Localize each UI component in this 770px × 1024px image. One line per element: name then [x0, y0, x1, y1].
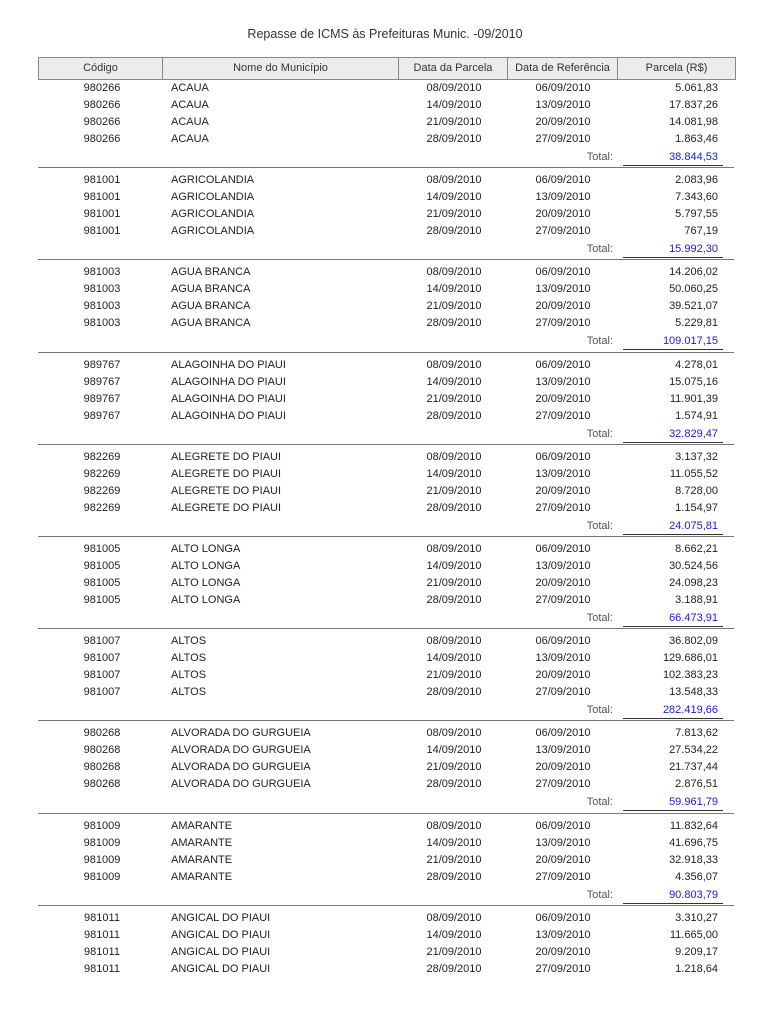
- data-parcela-cell: 28/09/2010: [426, 410, 482, 422]
- data-referencia-cell: 06/09/2010: [535, 727, 591, 739]
- total-label: Total:: [586, 335, 613, 347]
- table-row: [0, 172, 770, 189]
- table-row: [0, 650, 770, 667]
- codigo-cell: 981007: [83, 635, 121, 647]
- municipio-cell: ALTOS: [171, 652, 207, 664]
- data-parcela-cell: 08/09/2010: [426, 727, 482, 739]
- table-row: [0, 944, 770, 961]
- municipio-cell: ALAGOINHA DO PIAUI: [171, 359, 286, 371]
- column-header-parcela: Parcela (R$): [645, 62, 708, 74]
- parcela-cell: 5.797,55: [675, 208, 718, 220]
- codigo-cell: 981009: [83, 871, 121, 883]
- table-header: [38, 57, 736, 80]
- data-parcela-cell: 28/09/2010: [426, 502, 482, 514]
- data-parcela-cell: 08/09/2010: [426, 635, 482, 647]
- data-parcela-cell: 14/09/2010: [426, 560, 482, 572]
- data-referencia-cell: 27/09/2010: [535, 778, 591, 790]
- total-amount: 109.017,15: [662, 335, 718, 347]
- total-label: Total:: [586, 151, 613, 163]
- table-row: [0, 667, 770, 684]
- codigo-cell: 989767: [83, 410, 121, 422]
- total-amount: 38.844,53: [669, 151, 718, 163]
- table-row: [0, 961, 770, 978]
- codigo-cell: 981001: [83, 208, 121, 220]
- codigo-cell: 981003: [83, 300, 121, 312]
- data-referencia-cell: 06/09/2010: [535, 543, 591, 555]
- data-parcela-cell: 08/09/2010: [426, 266, 482, 278]
- municipio-cell: AGRICOLANDIA: [171, 225, 255, 237]
- total-amount: 90.803,79: [669, 889, 718, 901]
- municipio-cell: ALTO LONGA: [171, 577, 241, 589]
- group-separator: [38, 444, 734, 445]
- total-label: Total:: [586, 889, 613, 901]
- parcela-cell: 2.876,51: [675, 778, 718, 790]
- data-referencia-cell: 13/09/2010: [535, 283, 591, 295]
- data-referencia-cell: 27/09/2010: [535, 594, 591, 606]
- data-parcela-cell: 28/09/2010: [426, 778, 482, 790]
- data-referencia-cell: 27/09/2010: [535, 871, 591, 883]
- table-row: [0, 818, 770, 835]
- data-referencia-cell: 13/09/2010: [535, 99, 591, 111]
- data-parcela-cell: 14/09/2010: [426, 99, 482, 111]
- codigo-cell: 982269: [83, 451, 121, 463]
- column-header-data-referencia: Data de Referência: [508, 58, 618, 79]
- table-row: [0, 298, 770, 315]
- table-row: [0, 206, 770, 223]
- data-parcela-cell: 28/09/2010: [426, 225, 482, 237]
- parcela-cell: 39.521,07: [669, 300, 718, 312]
- codigo-cell: 989767: [83, 393, 121, 405]
- municipio-cell: ALEGRETE DO PIAUI: [171, 468, 282, 480]
- data-parcela-cell: 21/09/2010: [426, 577, 482, 589]
- parcela-cell: 3.310,27: [675, 912, 718, 924]
- data-referencia-cell: 27/09/2010: [535, 225, 591, 237]
- group-separator: [38, 905, 734, 906]
- data-referencia-cell: 06/09/2010: [535, 266, 591, 278]
- group-separator: [38, 536, 734, 537]
- data-referencia-cell: 13/09/2010: [535, 191, 591, 203]
- codigo-cell: 980266: [83, 99, 121, 111]
- municipio-cell: ALTO LONGA: [171, 594, 241, 606]
- parcela-cell: 8.662,21: [675, 543, 718, 555]
- municipio-cell: ALAGOINHA DO PIAUI: [171, 376, 286, 388]
- parcela-cell: 17.837,26: [669, 99, 718, 111]
- data-referencia-cell: 06/09/2010: [535, 451, 591, 463]
- data-referencia-cell: 20/09/2010: [535, 485, 591, 497]
- table-row: [0, 189, 770, 206]
- data-parcela-cell: 28/09/2010: [426, 686, 482, 698]
- data-parcela-cell: 14/09/2010: [426, 376, 482, 388]
- codigo-cell: 989767: [83, 376, 121, 388]
- table-row: [0, 910, 770, 927]
- municipio-cell: ANGICAL DO PIAUI: [171, 963, 271, 975]
- municipio-cell: AGUA BRANCA: [171, 283, 251, 295]
- total-amount: 282.419,66: [662, 704, 718, 716]
- codigo-cell: 981005: [83, 577, 121, 589]
- municipio-cell: AGUA BRANCA: [171, 266, 251, 278]
- municipio-cell: ALAGOINHA DO PIAUI: [171, 410, 286, 422]
- group-separator: [38, 813, 734, 814]
- parcela-cell: 1.218,64: [675, 963, 718, 975]
- codigo-cell: 980268: [83, 778, 121, 790]
- codigo-cell: 980266: [83, 133, 121, 145]
- data-referencia-cell: 13/09/2010: [535, 376, 591, 388]
- parcela-cell: 30.524,56: [669, 560, 718, 572]
- data-referencia-cell: 20/09/2010: [535, 577, 591, 589]
- municipio-cell: ALTOS: [171, 669, 207, 681]
- group-separator: [38, 352, 734, 353]
- parcela-cell: 9.209,17: [675, 946, 718, 958]
- parcela-cell: 36.802,09: [669, 635, 718, 647]
- table-row: [0, 114, 770, 131]
- municipio-cell: AMARANTE: [171, 854, 233, 866]
- data-referencia-cell: 20/09/2010: [535, 854, 591, 866]
- parcela-cell: 14.206,02: [669, 266, 718, 278]
- data-parcela-cell: 21/09/2010: [426, 116, 482, 128]
- parcela-cell: 11.665,00: [669, 929, 718, 941]
- data-parcela-cell: 14/09/2010: [426, 744, 482, 756]
- parcela-cell: 41.696,75: [669, 837, 718, 849]
- data-referencia-cell: 27/09/2010: [535, 963, 591, 975]
- parcela-cell: 5.229,81: [675, 317, 718, 329]
- data-referencia-cell: 20/09/2010: [535, 946, 591, 958]
- table-row: [0, 264, 770, 281]
- data-referencia-cell: 27/09/2010: [535, 686, 591, 698]
- total-row: [0, 149, 770, 166]
- data-referencia-cell: 06/09/2010: [535, 820, 591, 832]
- group-separator: [38, 167, 734, 168]
- data-referencia-cell: 20/09/2010: [535, 761, 591, 773]
- parcela-cell: 11.901,39: [669, 393, 718, 405]
- municipio-cell: AMARANTE: [171, 871, 233, 883]
- total-label: Total:: [586, 520, 613, 532]
- data-referencia-cell: 13/09/2010: [535, 929, 591, 941]
- parcela-cell: 3.137,32: [675, 451, 718, 463]
- codigo-cell: 989767: [83, 359, 121, 371]
- data-parcela-cell: 08/09/2010: [426, 174, 482, 186]
- table-row: [0, 391, 770, 408]
- total-amount: 32.829,47: [669, 428, 718, 440]
- codigo-cell: 981001: [83, 225, 121, 237]
- data-parcela-cell: 21/09/2010: [426, 485, 482, 497]
- data-referencia-cell: 13/09/2010: [535, 744, 591, 756]
- parcela-cell: 7.813,62: [675, 727, 718, 739]
- municipio-cell: AMARANTE: [171, 820, 233, 832]
- table-row: [0, 592, 770, 609]
- data-parcela-cell: 28/09/2010: [426, 133, 482, 145]
- data-parcela-cell: 28/09/2010: [426, 594, 482, 606]
- parcela-cell: 11.832,64: [669, 820, 718, 832]
- table-row: [0, 281, 770, 298]
- codigo-cell: 981009: [83, 854, 121, 866]
- municipio-cell: AGUA BRANCA: [171, 317, 251, 329]
- total-row: [0, 702, 770, 719]
- parcela-cell: 1.574,91: [675, 410, 718, 422]
- parcela-cell: 129.686,01: [662, 652, 718, 664]
- municipio-cell: AGRICOLANDIA: [171, 191, 255, 203]
- data-parcela-cell: 21/09/2010: [426, 946, 482, 958]
- codigo-cell: 981009: [83, 837, 121, 849]
- parcela-cell: 4.278,01: [675, 359, 718, 371]
- table-row: [0, 315, 770, 332]
- data-referencia-cell: 06/09/2010: [535, 359, 591, 371]
- codigo-cell: 981007: [83, 669, 121, 681]
- parcela-cell: 11.055,52: [669, 468, 718, 480]
- data-referencia-cell: 27/09/2010: [535, 502, 591, 514]
- parcela-cell: 1.863,46: [675, 133, 718, 145]
- column-header-municipio: Nome do Município: [163, 58, 399, 79]
- parcela-cell: 1.154,97: [675, 502, 718, 514]
- municipio-cell: AGUA BRANCA: [171, 300, 251, 312]
- parcela-cell: 767,19: [684, 225, 718, 237]
- table-row: [0, 852, 770, 869]
- data-parcela-cell: 08/09/2010: [426, 451, 482, 463]
- municipio-cell: ANGICAL DO PIAUI: [171, 946, 271, 958]
- municipio-cell: AGRICOLANDIA: [171, 208, 255, 220]
- data-parcela-cell: 21/09/2010: [426, 208, 482, 220]
- table-row: [0, 927, 770, 944]
- codigo-cell: 982269: [83, 502, 121, 514]
- codigo-cell: 981003: [83, 317, 121, 329]
- group-separator: [38, 720, 734, 721]
- table-row: [0, 776, 770, 793]
- codigo-cell: 980266: [83, 82, 121, 94]
- data-parcela-cell: 14/09/2010: [426, 191, 482, 203]
- municipio-cell: ANGICAL DO PIAUI: [171, 912, 271, 924]
- total-row: [0, 887, 770, 904]
- codigo-cell: 981005: [83, 560, 121, 572]
- municipio-cell: ALVORADA DO GURGUEIA: [171, 744, 311, 756]
- parcela-cell: 21.737,44: [669, 761, 718, 773]
- data-referencia-cell: 06/09/2010: [535, 82, 591, 94]
- codigo-cell: 982269: [83, 485, 121, 497]
- data-parcela-cell: 28/09/2010: [426, 871, 482, 883]
- data-referencia-cell: 20/09/2010: [535, 116, 591, 128]
- municipio-cell: ACAUA: [171, 133, 209, 145]
- table-row: [0, 500, 770, 517]
- codigo-cell: 982269: [83, 468, 121, 480]
- data-parcela-cell: 08/09/2010: [426, 543, 482, 555]
- municipio-cell: ALTOS: [171, 686, 207, 698]
- group-separator: [38, 259, 734, 260]
- data-parcela-cell: 28/09/2010: [426, 963, 482, 975]
- table-row: [0, 835, 770, 852]
- municipio-cell: ALAGOINHA DO PIAUI: [171, 393, 286, 405]
- parcela-cell: 2.083,96: [675, 174, 718, 186]
- parcela-cell: 50.060,25: [669, 283, 718, 295]
- table-row: [0, 466, 770, 483]
- data-parcela-cell: 21/09/2010: [426, 300, 482, 312]
- parcela-cell: 102.383,23: [662, 669, 718, 681]
- municipio-cell: ALEGRETE DO PIAUI: [171, 451, 282, 463]
- data-referencia-cell: 27/09/2010: [535, 410, 591, 422]
- municipio-cell: ACAUA: [171, 116, 209, 128]
- table-row: [0, 869, 770, 886]
- data-parcela-cell: 14/09/2010: [426, 283, 482, 295]
- parcela-cell: 27.534,22: [669, 744, 718, 756]
- total-label: Total:: [586, 243, 613, 255]
- total-row: [0, 794, 770, 811]
- municipio-cell: ALTO LONGA: [171, 543, 241, 555]
- codigo-cell: 981011: [84, 912, 120, 924]
- parcela-cell: 7.343,60: [675, 191, 718, 203]
- municipio-cell: AGRICOLANDIA: [171, 174, 255, 186]
- data-referencia-cell: 20/09/2010: [535, 669, 591, 681]
- codigo-cell: 981005: [83, 543, 121, 555]
- codigo-cell: 980268: [83, 727, 121, 739]
- total-label: Total:: [586, 704, 613, 716]
- codigo-cell: 981009: [83, 820, 121, 832]
- total-label: Total:: [586, 428, 613, 440]
- total-row: [0, 518, 770, 535]
- municipio-cell: ANGICAL DO PIAUI: [171, 929, 271, 941]
- parcela-cell: 4.356,07: [675, 871, 718, 883]
- data-referencia-cell: 06/09/2010: [535, 635, 591, 647]
- data-referencia-cell: 06/09/2010: [535, 174, 591, 186]
- codigo-cell: 981003: [83, 266, 121, 278]
- total-amount: 15.992,30: [669, 243, 718, 255]
- total-row: [0, 426, 770, 443]
- data-referencia-cell: 27/09/2010: [535, 133, 591, 145]
- data-parcela-cell: 08/09/2010: [426, 820, 482, 832]
- column-header-codigo: Código: [39, 58, 163, 79]
- data-parcela-cell: 14/09/2010: [426, 837, 482, 849]
- parcela-cell: 3.188,91: [675, 594, 718, 606]
- parcela-cell: 5.061,83: [675, 82, 718, 94]
- municipio-cell: AMARANTE: [171, 837, 233, 849]
- data-referencia-cell: 20/09/2010: [535, 300, 591, 312]
- codigo-cell: 981005: [83, 594, 121, 606]
- table-row: [0, 759, 770, 776]
- parcela-cell: 24.098,23: [669, 577, 718, 589]
- codigo-cell: 981001: [83, 191, 121, 203]
- data-referencia-cell: 13/09/2010: [535, 560, 591, 572]
- table-row: [0, 684, 770, 701]
- parcela-cell: 15.075,16: [669, 376, 718, 388]
- municipio-cell: ALVORADA DO GURGUEIA: [171, 778, 311, 790]
- total-label: Total:: [586, 796, 613, 808]
- data-referencia-cell: 06/09/2010: [535, 912, 591, 924]
- codigo-cell: 980268: [83, 761, 121, 773]
- table-row: [0, 357, 770, 374]
- municipio-cell: ALVORADA DO GURGUEIA: [171, 761, 311, 773]
- table-row: [0, 449, 770, 466]
- table-row: [0, 80, 770, 97]
- codigo-cell: 980266: [83, 116, 121, 128]
- data-referencia-cell: 13/09/2010: [535, 837, 591, 849]
- parcela-cell: 32.918,33: [669, 854, 718, 866]
- data-parcela-cell: 08/09/2010: [426, 912, 482, 924]
- data-referencia-cell: 20/09/2010: [535, 208, 591, 220]
- codigo-cell: 981011: [84, 929, 120, 941]
- data-referencia-cell: 27/09/2010: [535, 317, 591, 329]
- data-parcela-cell: 14/09/2010: [426, 929, 482, 941]
- table-row: [0, 483, 770, 500]
- data-referencia-cell: 13/09/2010: [535, 468, 591, 480]
- codigo-cell: 981007: [83, 652, 121, 664]
- table-row: [0, 633, 770, 650]
- parcela-cell: 14.081,98: [669, 116, 718, 128]
- total-row: [0, 610, 770, 627]
- column-header-data-parcela: Data da Parcela: [399, 58, 508, 79]
- codigo-cell: 981007: [83, 686, 121, 698]
- table-row: [0, 575, 770, 592]
- municipio-cell: ACAUA: [171, 99, 209, 111]
- codigo-cell: 980268: [83, 744, 121, 756]
- group-separator: [38, 628, 734, 629]
- municipio-cell: ACAUA: [171, 82, 209, 94]
- data-parcela-cell: 28/09/2010: [426, 317, 482, 329]
- total-label: Total:: [586, 612, 613, 624]
- data-parcela-cell: 21/09/2010: [426, 393, 482, 405]
- total-amount: 66.473,91: [669, 612, 718, 624]
- total-amount: 24.075,81: [669, 520, 718, 532]
- table-row: [0, 374, 770, 391]
- data-parcela-cell: 21/09/2010: [426, 854, 482, 866]
- data-parcela-cell: 21/09/2010: [426, 761, 482, 773]
- table-row: [0, 408, 770, 425]
- table-row: [0, 97, 770, 114]
- table-row: [0, 742, 770, 759]
- table-row: [0, 223, 770, 240]
- codigo-cell: 981011: [84, 963, 120, 975]
- data-referencia-cell: 20/09/2010: [535, 393, 591, 405]
- table-row: [0, 131, 770, 148]
- parcela-cell: 8.728,00: [675, 485, 718, 497]
- table-row: [0, 725, 770, 742]
- codigo-cell: 981011: [84, 946, 120, 958]
- report-title: Repasse de ICMS às Prefeituras Munic. -09/2010: [247, 27, 523, 41]
- municipio-cell: ALEGRETE DO PIAUI: [171, 502, 282, 514]
- data-parcela-cell: 14/09/2010: [426, 652, 482, 664]
- codigo-cell: 981003: [83, 283, 121, 295]
- data-parcela-cell: 08/09/2010: [426, 359, 482, 371]
- codigo-cell: 981001: [83, 174, 121, 186]
- data-parcela-cell: 21/09/2010: [426, 669, 482, 681]
- municipio-cell: ALEGRETE DO PIAUI: [171, 485, 282, 497]
- data-parcela-cell: 08/09/2010: [426, 82, 482, 94]
- parcela-cell: 13.548,33: [669, 686, 718, 698]
- table-row: [0, 541, 770, 558]
- total-row: [0, 333, 770, 350]
- total-row: [0, 241, 770, 258]
- data-referencia-cell: 13/09/2010: [535, 652, 591, 664]
- municipio-cell: ALTOS: [171, 635, 207, 647]
- total-amount: 59.961,79: [669, 796, 718, 808]
- table-row: [0, 558, 770, 575]
- municipio-cell: ALTO LONGA: [171, 560, 241, 572]
- municipio-cell: ALVORADA DO GURGUEIA: [171, 727, 311, 739]
- data-parcela-cell: 14/09/2010: [426, 468, 482, 480]
